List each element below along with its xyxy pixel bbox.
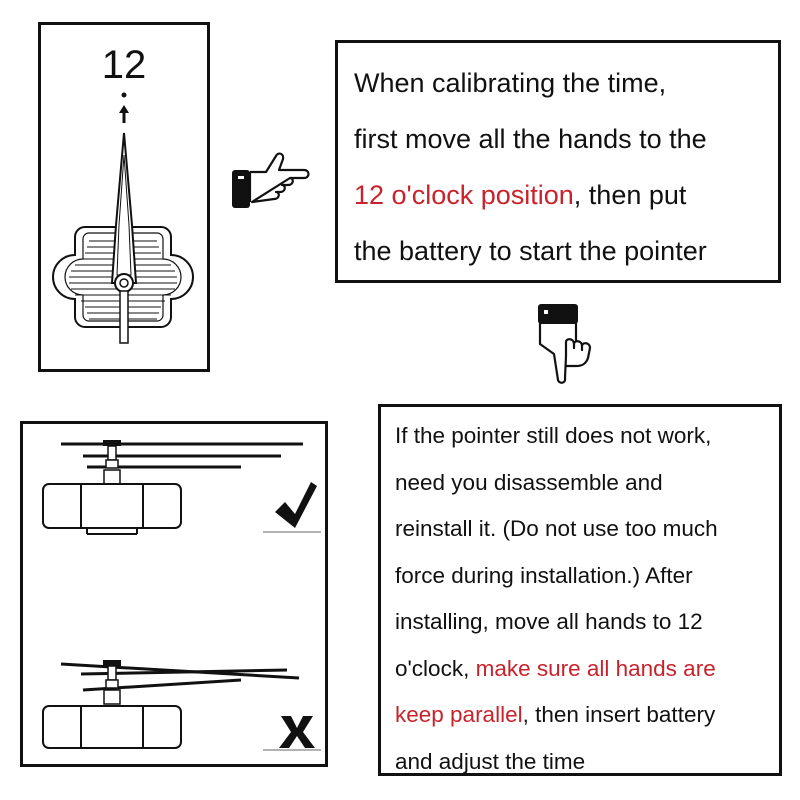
reinstall-line-7-rest: , then insert battery bbox=[522, 702, 716, 727]
clock-movement-illustration bbox=[41, 25, 207, 369]
twelve-label: 12 bbox=[101, 43, 147, 87]
hand-installation-panel bbox=[20, 421, 328, 767]
reinstall-line-2: need you disassemble and bbox=[395, 469, 663, 495]
instruction-line-4: the battery to start the pointer bbox=[354, 236, 707, 266]
checkmark-icon bbox=[263, 482, 321, 532]
parallel-highlight-1: make sure all hands are bbox=[475, 655, 716, 681]
reinstall-line-1: If the pointer still does not work, bbox=[395, 423, 712, 448]
instruction-line-1: When calibrating the time, bbox=[354, 68, 667, 98]
reinstall-line-8: and adjust the time bbox=[395, 748, 586, 774]
reinstall-line-6-plain: o'clock, bbox=[395, 655, 476, 681]
x-mark-icon bbox=[263, 716, 321, 750]
hand-pointing-down-icon bbox=[530, 300, 600, 384]
hand-pointing-right-icon bbox=[230, 150, 310, 214]
calibration-instruction-box bbox=[335, 40, 781, 283]
reinstall-line-5: installing, move all hands to 12 bbox=[395, 609, 703, 634]
parallel-highlight-2: keep parallel bbox=[395, 702, 523, 727]
reinstall-line-3: reinstall it. (Do not use too much bbox=[395, 516, 718, 541]
parallel-hands-illustration bbox=[43, 440, 303, 534]
reinstall-line-6 bbox=[395, 646, 773, 693]
instruction-line-2: first move all the hands to the bbox=[354, 124, 707, 154]
reinstall-instruction-box bbox=[378, 404, 782, 776]
tilted-hands-illustration bbox=[43, 660, 299, 748]
instruction-line-3-rest: , then put bbox=[573, 180, 687, 210]
clock-calibration-panel bbox=[38, 22, 210, 372]
reinstall-line-4: force during installation.) After bbox=[395, 562, 693, 588]
hand-parallel-comparison bbox=[23, 424, 325, 764]
twelve-oclock-highlight: 12 o'clock position bbox=[354, 180, 574, 210]
instruction-line-3 bbox=[354, 167, 770, 223]
reinstall-line-7 bbox=[395, 692, 773, 739]
